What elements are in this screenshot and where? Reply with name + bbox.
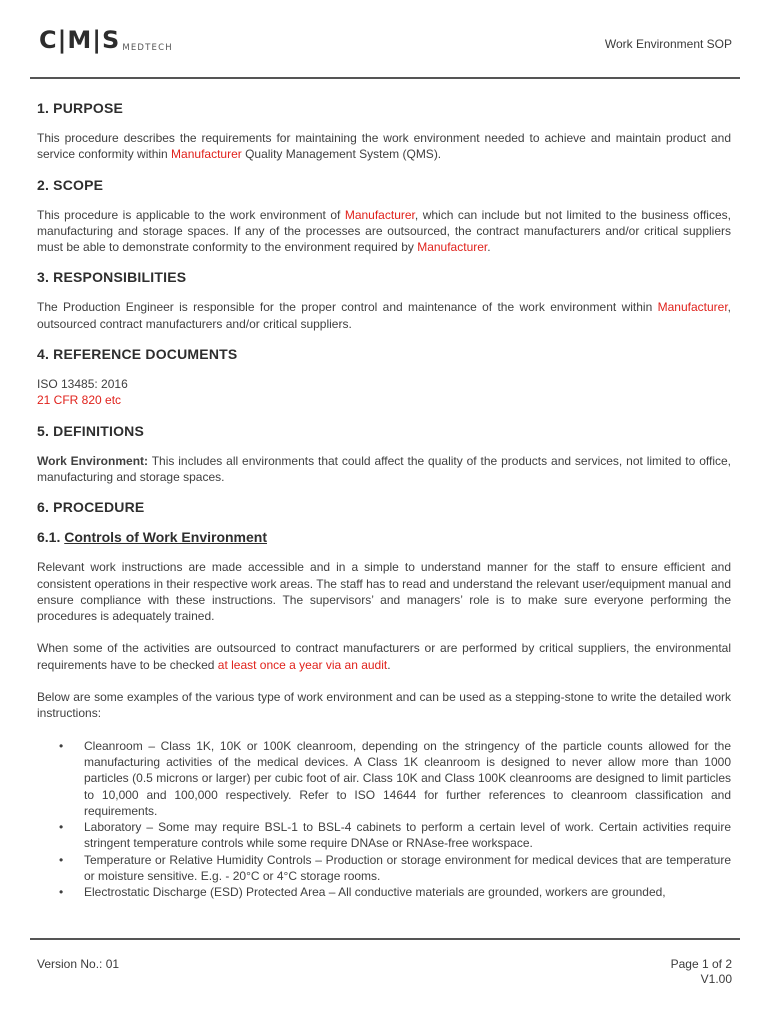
revision-number: V1.00 [700,971,732,986]
list-item: • Temperature or Relative Humidity Controls – Production or storage environment for medical devices that are temperature or moisture sensitive. E.g. - 20°C or 4°C storage rooms. [59,852,731,885]
procedure-paragraph: Relevant work instructions are made accessible and in a simple to understand manner for the staff to ensure efficient and consistent operations in their respective work areas. The staff has to read and understand the relevant user/equipment manual and ensure compliance with these instructions. The supervisors’ and managers’ role is to make sure everyone performing the procedures is adequately trained. [37,560,731,624]
text-run: This procedure describes the requirements for maintaining the work environment needed to achieve and maintain product and service conformity within [37,131,731,162]
text-run: This procedure is applicable to the work environment of [37,207,345,222]
text-run: Quality Management System (QMS). [241,147,442,162]
version-number: Version No.: 01 [37,957,120,971]
section-heading: 2. SCOPE [37,176,104,193]
procedure-paragraph [37,640,731,673]
definition-term: Work Environment: [37,453,149,468]
section-procedure [37,499,731,900]
section-purpose [37,100,731,163]
subsection-number: 6.1. [37,529,65,546]
document-body [37,100,731,932]
text-run: , which can include but not limited to the business offices, manufacturing and storage spaces. If any of the processes are outsourced, the contract manufacturers and/or critical suppliers must be able to demonstrate conformity to the environment required by [37,207,731,255]
text-run: . [387,657,391,672]
section-heading: 4. REFERENCE DOCUMENTS [37,346,238,363]
logo-main-text: C|M|S [39,26,121,54]
manufacturer-placeholder: Manufacturer [417,240,488,255]
section-heading: 3. RESPONSIBILITIES [37,269,187,286]
text-run: . [487,240,491,255]
manufacturer-placeholder: Manufacturer [171,147,242,162]
section-definitions [37,423,731,486]
definition-paragraph [37,453,731,486]
logo-sub-text: MEDTECH [122,42,173,53]
section-heading: 1. PURPOSE [37,100,124,116]
page-header [0,0,768,78]
manufacturer-placeholder: Manufacturer [657,300,728,315]
definition-text: This includes all environments that could affect the quality of the products and services, not limited to office, manufacturing and storage spaces. [37,453,731,484]
responsibilities-paragraph [37,299,731,332]
footer-divider [30,938,740,940]
text-run: The Production Engineer is responsible for the proper control and maintenance of the work environment within [37,300,658,315]
page-number: Page 1 of 2 [670,957,732,971]
section-heading: 5. DEFINITIONS [37,422,145,439]
list-item: • Cleanroom – Class 1K, 10K or 100K cleanroom, depending on the stringency of the particle counts allowed for the manufacturing activities of the medical devices. A Class 1K cleanroom is designed to never allow more than 1000 particles (0.5 microns or larger) per cubic foot of air. Class 10K and Class 100K cleanrooms are designed to limit particles to 10,000 and 100,000 respectively. Refer to ISO 14644 for further references to cleanroom classification and requirements. [59,738,731,819]
purpose-paragraph [37,130,731,163]
cms-medtech-logo [39,28,173,52]
document-title: Work Environment SOP [604,37,732,51]
text-run: When some of the activities are outsourced to contract manufacturers or are performed by critical suppliers, the environmental requirements have to be checked [37,641,731,672]
section-scope [37,177,731,256]
section-responsibilities [37,269,731,332]
reference-item: ISO 13485: 2016 [37,377,128,392]
reference-item: 21 CFR 820 etc [37,393,122,408]
section-heading: 6. PROCEDURE [37,499,145,516]
scope-paragraph [37,207,731,256]
subsection-title: Controls of Work Environment [64,529,267,546]
subsection-heading [37,529,731,545]
procedure-paragraph: Below are some examples of the various type of work environment and can be used as a stepping-stone to write the detailed work instructions: [37,690,731,721]
text-run: , outsourced contract manufacturers and/or critical suppliers. [37,300,731,331]
work-environment-examples-list [59,738,731,901]
audit-frequency-highlight: at least once a year via an audit [217,657,388,672]
manufacturer-placeholder: Manufacturer [344,207,415,222]
list-item: • Electrostatic Discharge (ESD) Protected Area – All conductive materials are grounded, workers are grounded, [59,884,731,900]
page-info [671,957,732,986]
section-reference-documents [37,346,731,409]
header-divider [30,77,740,79]
list-item: • Laboratory – Some may require BSL-1 to BSL-4 cabinets to perform a certain level of work. Certain activities require stringent temperature controls while some require DNAse or RNAse-free workspace. [59,819,731,852]
